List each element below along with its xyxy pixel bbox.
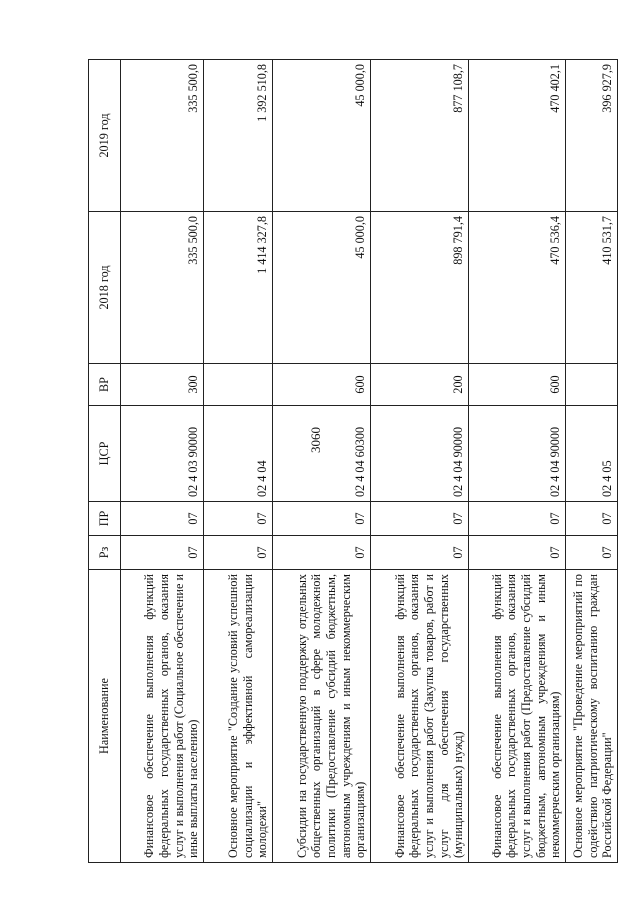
- row-2018: 335 500,0: [121, 212, 204, 364]
- row-rz: 07: [566, 536, 618, 570]
- table-row: [469, 60, 566, 863]
- row-2019: 45 000,0: [273, 60, 371, 212]
- row-rz: 07: [371, 536, 469, 570]
- row-vr: [204, 364, 273, 406]
- row-name: Основное мероприятие "Создание условий успешной социализации и эффективной самореализации молодежи": [204, 570, 273, 863]
- header-csr: ЦСР: [89, 406, 121, 502]
- row-vr: 600: [469, 364, 566, 406]
- table-row: [121, 60, 204, 863]
- row-vr: 600: [273, 364, 371, 406]
- page-number-text: 3060: [308, 427, 323, 453]
- row-2019: 335 500,0: [121, 60, 204, 212]
- row-name: Основное мероприятие "Проведение мероприятий по содействию патриотическому воспитанию граждан Российской Федерации": [566, 570, 618, 863]
- row-vr: 200: [371, 364, 469, 406]
- header-name: Наименование: [89, 570, 121, 863]
- row-2019: 877 108,7: [371, 60, 469, 212]
- row-csr: 02 4 03 90000: [121, 406, 204, 502]
- row-vr: [566, 364, 618, 406]
- header-vr: ВР: [89, 364, 121, 406]
- row-2018: 898 791,4: [371, 212, 469, 364]
- row-pr: 07: [566, 502, 618, 536]
- row-2018: 45 000,0: [273, 212, 371, 364]
- row-name: Финансовое обеспечение выполнения функций федеральных государственных органов, оказания услуг и выполнения работ (Социальное обеспечение и иные выплаты населению): [121, 570, 204, 863]
- table-row: [273, 60, 371, 863]
- header-rz: Рз: [89, 536, 121, 570]
- budget-table-wrapper: [88, 60, 615, 863]
- row-2018: 410 531,7: [566, 212, 618, 364]
- row-rz: 07: [273, 536, 371, 570]
- row-2018: 1 414 327,8: [204, 212, 273, 364]
- row-name: Финансовое обеспечение выполнения функций федеральных государственных органов, оказания услуг и выполнения работ (Предоставление субсидий бюджетным, автономным учреждениям и иным некоммерческим организациям): [469, 570, 566, 863]
- row-2019: 1 392 510,8: [204, 60, 273, 212]
- table-row: [566, 60, 618, 863]
- row-rz: 07: [204, 536, 273, 570]
- row-csr: 02 4 05: [566, 406, 618, 502]
- row-2019: 396 927,9: [566, 60, 618, 212]
- row-rz: 07: [469, 536, 566, 570]
- table-row: [204, 60, 273, 863]
- budget-table: [88, 59, 618, 863]
- row-pr: 07: [371, 502, 469, 536]
- row-pr: 07: [273, 502, 371, 536]
- row-pr: 07: [121, 502, 204, 536]
- row-csr: 02 4 04 90000: [469, 406, 566, 502]
- row-name: Финансовое обеспечение выполнения функций федеральных государственных органов, оказания услуг и выполнения работ (Закупка товаров, работ и услуг для обеспечения государственных (муниципальных) нужд): [371, 570, 469, 863]
- table-header-row: [89, 60, 121, 863]
- row-2019: 470 402,1: [469, 60, 566, 212]
- row-csr: 02 4 04 60300: [273, 406, 371, 502]
- row-name: Субсидии на государственную поддержку отдельных общественных организаций в сфере молодежной политики (Предоставление субсидий бюджетным, автономным учреждениям и иным некоммерческим организациям): [273, 570, 371, 863]
- row-pr: 07: [204, 502, 273, 536]
- row-csr: 02 4 04 90000: [371, 406, 469, 502]
- row-pr: 07: [469, 502, 566, 536]
- header-2018: 2018 год: [89, 212, 121, 364]
- table-row: [371, 60, 469, 863]
- header-2019: 2019 год: [89, 60, 121, 212]
- row-vr: 300: [121, 364, 204, 406]
- header-pr: ПР: [89, 502, 121, 536]
- row-2018: 470 536,4: [469, 212, 566, 364]
- row-rz: 07: [121, 536, 204, 570]
- row-csr: 02 4 04: [204, 406, 273, 502]
